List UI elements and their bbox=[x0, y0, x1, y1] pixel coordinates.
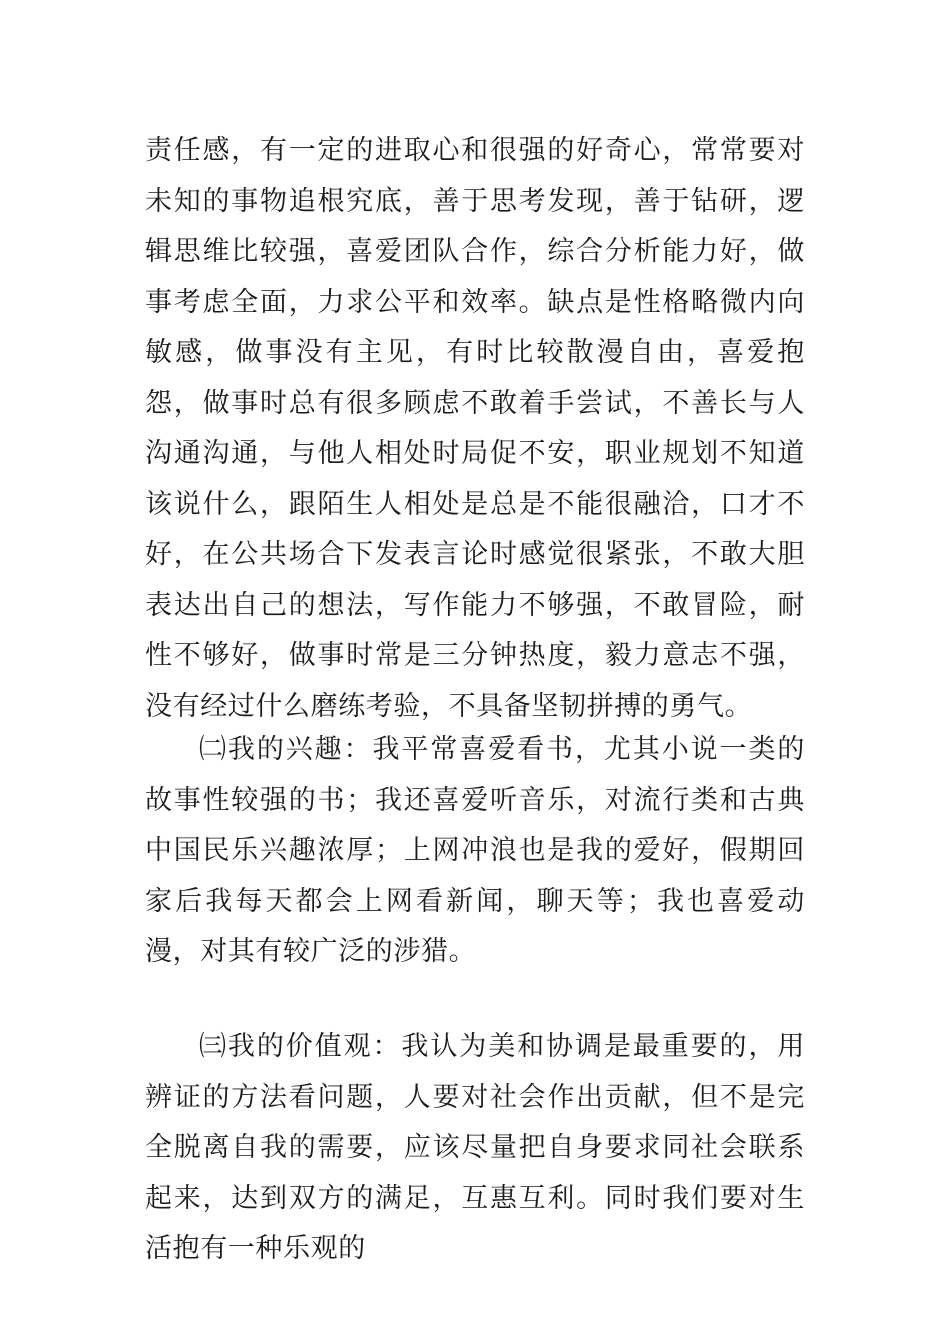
paragraph-values: ㈢我的价值观：我认为美和协调是最重要的，用辨证的方法看问题，人要对社会作出贡献，但不是完全脱离自我的需要，应该尽量把自身要求同社会联系起来，达到双方的满足，互惠互利。同时我们要对生活抱有一种乐观的 bbox=[145, 1031, 805, 1264]
paragraph-interests: ㈡我的兴趣：我平常喜爱看书，尤其小说一类的故事性较强的书；我还喜爱听音乐，对流行类和古典中国民乐兴趣浓厚；上网冲浪也是我的爱好，假期回家后我每天都会上网看新闻，聊天等；我也喜爱动漫，对其有较广泛的涉猎。 bbox=[145, 734, 805, 967]
paragraph-strengths-weaknesses: 责任感，有一定的进取心和很强的好奇心，常常要对未知的事物追根究底，善于思考发现，善于钻研，逻辑思维比较强，喜爱团队合作，综合分析能力好，做事考虑全面，力求公平和效率。缺点是性格略微内向敏感，做事没有主见，有时比较散漫自由，喜爱抱怨，做事时总有很多顾虑不敢着手尝试，不善长与人沟通沟通，与他人相处时局促不安，职业规划不知道该说什么，跟陌生人相处是总是不能很融洽，口才不好，在公共场合下发表言论时感觉很紧张，不敢大胆表达出自己的想法，写作能力不够强，不敢冒险，耐性不够好，做事时常是三分钟热度，毅力意志不强，没有经过什么磨练考验，不具备坚韧拼搏的勇气。 bbox=[145, 135, 805, 722]
